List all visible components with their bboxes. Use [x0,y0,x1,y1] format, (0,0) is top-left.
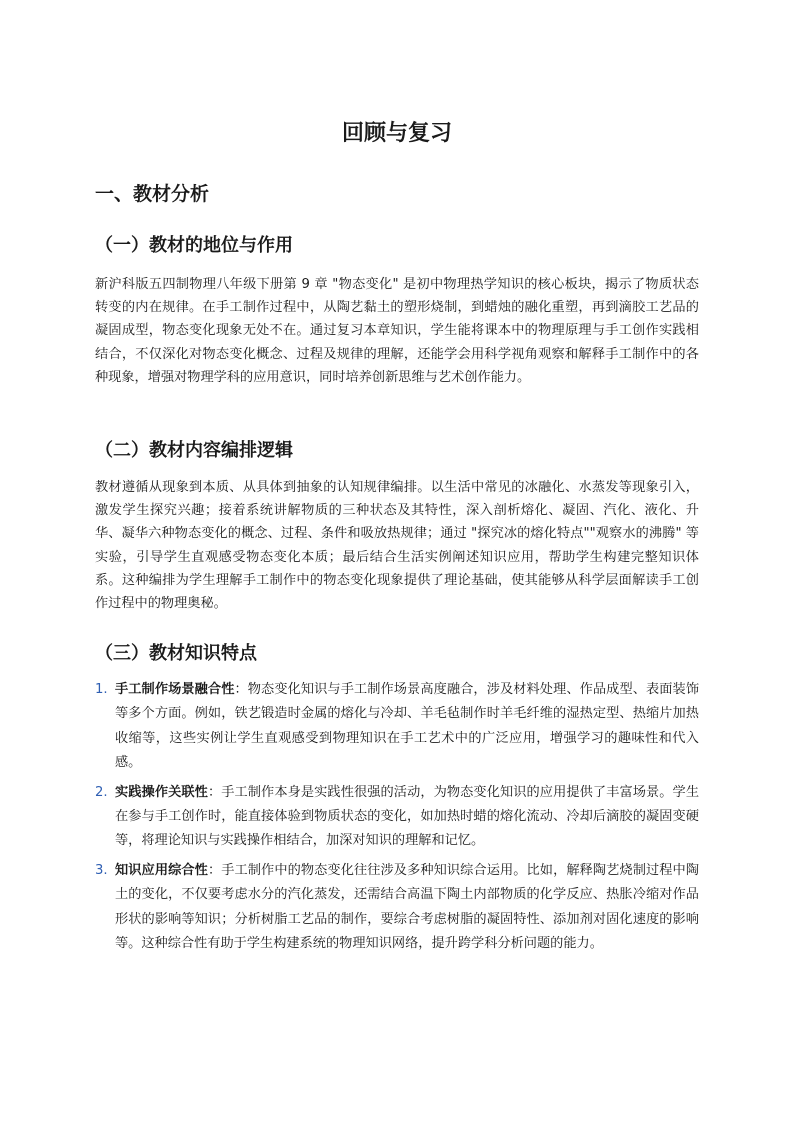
list-item-number: 3. [95,862,108,878]
list-item-term: 实践操作关联性 [115,784,208,800]
list-item-separator: ： [234,682,248,697]
list-item-term: 手工制作场景融合性 [115,682,235,697]
list-item-number: 2. [95,784,108,800]
paragraph-content-logic: 教材遵循从现象到本质、从具体到抽象的认知规律编排。以生活中常见的冰融化、水蒸发等现象引入，激发学生探究兴趣；接着系统讲解物质的三种状态及其特性，深入剖析熔化、凝固、汽化、液化、升华、凝华六种物态变化的概念、过程、条件和吸放热规律；通过 "探究冰的熔化特点""观察水的沸腾" 等实验，引导学生直观感受物态变化本质；最后结合生活实例阐述知识应用，帮助学生构建完整知识体系。这种编排为学生理解手工制作中的物态变化现象提供了理论基础，使其能够从科学层面解读手工创作过程中的物理奥秘。 [95,480,699,612]
subsection-heading-content-logic: （二）教材内容编排逻辑 [95,440,293,461]
list-item-term: 知识应用综合性 [115,862,208,878]
list-item [95,781,699,854]
list-item-text: 手工制作中的物态变化往往涉及多种知识综合运用。比如，解释陶艺烧制过程中陶土的变化，不仅要考虑水分的汽化蒸发，还需结合高温下陶土内部物质的化学反应、热胀冷缩对作品形状的影响等知识；分析树脂工艺品的制作，要综合考虑树脂的凝固特性、添加剂对固化速度的影响等。这种综合性有助于学生构建系统的物理知识网络，提升跨学科分析问题的能力。 [115,862,700,952]
list-item-text: 物态变化知识与手工制作场景高度融合，涉及材料处理、作品成型、表面装饰等多个方面。例如，铁艺锻造时金属的熔化与冷却、羊毛毡制作时羊毛纤维的湿热定型、热缩片加热收缩等，这些实例让学生直观感受到物理知识在手工艺术中的广泛应用，增强学习的趣味性和代入感。 [115,682,700,771]
list-item-number: 1. [95,682,108,697]
paragraph-status-role: 新沪科版五四制物理八年级下册第 9 章 "物态变化" 是初中物理热学知识的核心板块，揭示了物质状态转变的内在规律。在手工制作过程中，从陶艺黏土的塑形烧制，到蜡烛的融化重塑，再到滴胶工艺品的凝固成型，物态变化现象无处不在。通过复习本章知识，学生能将课本中的物理原理与手工创作实践相结合，不仅深化对物态变化概念、过程及规律的理解，还能学会用科学视角观察和解释手工制作中的各种现象，增强对物理学科的应用意识，同时培养创新思维与艺术创作能力。 [95,277,699,385]
list-item-separator: ： [207,784,222,800]
list-item [95,859,699,957]
subsection-heading-status-role: （一）教材的地位与作用 [95,235,293,256]
subsection-heading-knowledge-features: （三）教材知识特点 [95,643,257,664]
list-item [95,678,699,776]
knowledge-features-list [95,678,699,961]
list-item-text: 手工制作本身是实践性很强的活动，为物态变化知识的应用提供了丰富场景。学生在参与手工创作时，能直接体验到物质状态的变化，如加热时蜡的熔化流动、冷却后滴胶的凝固变硬等，将理论知识与实践操作相结合，加深对知识的理解和记忆。 [115,784,700,849]
section-heading-textbook-analysis: 一、教材分析 [95,183,210,205]
document-title: 回顾与复习 [341,121,452,146]
list-item-separator: ： [207,862,222,878]
